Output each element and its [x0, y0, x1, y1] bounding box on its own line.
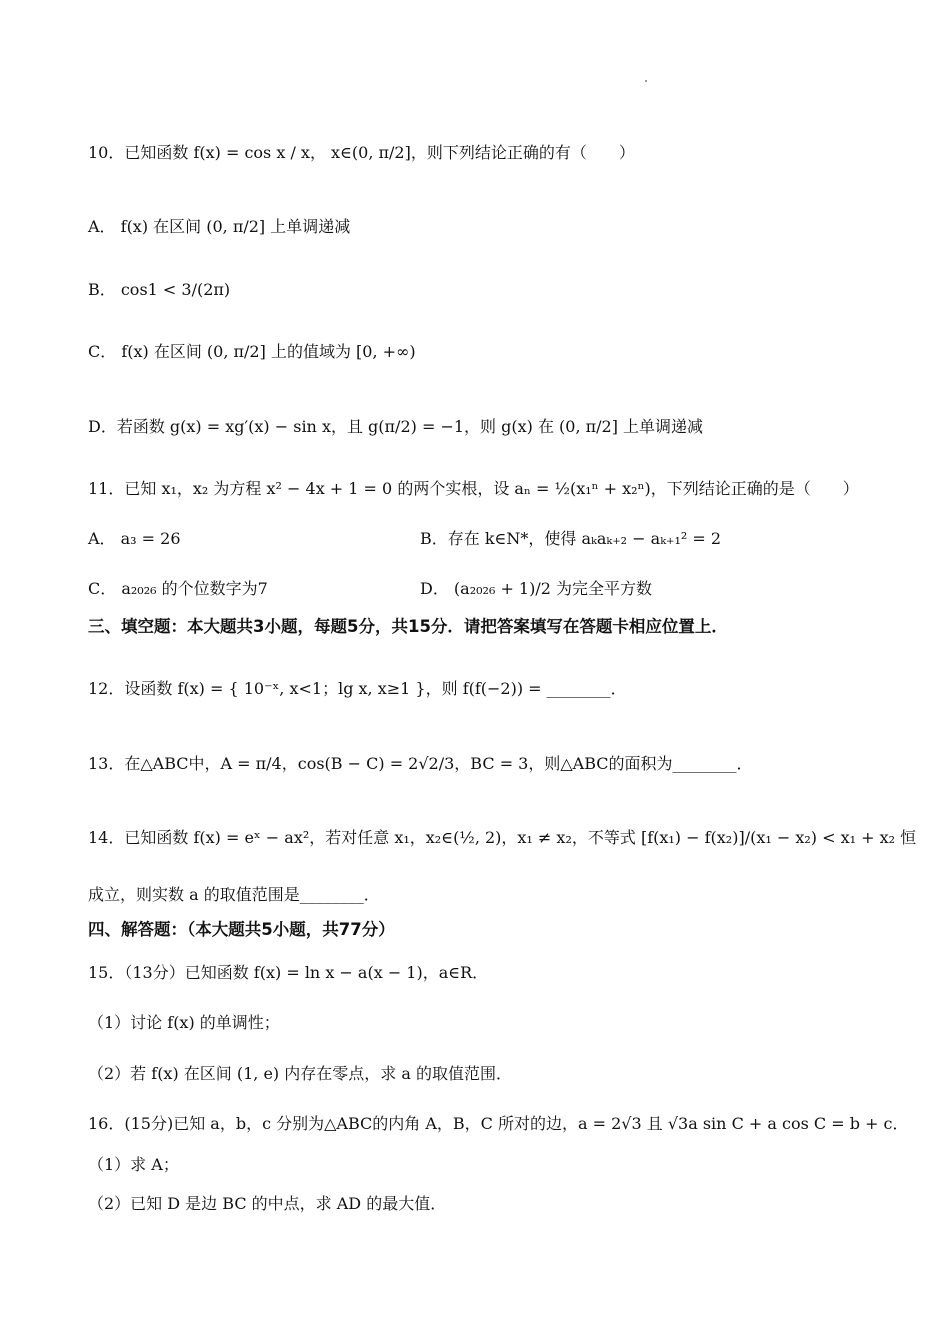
q10-option-c: C． f(x) 在区间 (0, π/2] 上的值域为 [0, +∞): [88, 342, 416, 361]
page-mark: [645, 80, 647, 82]
question-13: 13．在△ABC中，A = π/4，cos(B − C) = 2√2/3，BC = 3，则△ABC的面积为________．: [88, 754, 753, 773]
q10-option-d: D．若函数 g(x) = xg′(x) − sin x，且 g(π/2) = −1，则 g(x) 在 (0, π/2] 上单调递减: [88, 417, 704, 436]
q11-option-a: A． a₃ = 26: [88, 529, 181, 548]
question-15: 15．（13分）已知函数 f(x) = ln x − a(x − 1)，a∈R．: [88, 963, 489, 982]
q11-option-c: C． a₂₀₂₆ 的个位数字为7: [88, 579, 268, 598]
q16-part-1: （1）求 A；: [88, 1155, 179, 1174]
question-16: 16．(15分)已知 a，b，c 分别为△ABC的内角 A，B，C 所对的边，a = 2√3 且 √3a sin C + a cos C = b + c．: [88, 1114, 909, 1133]
question-10: 10．已知函数 f(x) = cos x / x， x∈(0, π/2]，则下列结论正确的有（ ）: [88, 143, 635, 162]
question-14-cont: 成立，则实数 a 的取值范围是________．: [88, 885, 380, 904]
q10-option-a: A． f(x) 在区间 (0, π/2] 上单调递减: [88, 217, 351, 236]
q10-option-b: B． cos1 < 3/(2π): [88, 280, 231, 299]
question-11: 11．已知 x₁，x₂ 为方程 x² − 4x + 1 = 0 的两个实根，设 aₙ = ½(x₁ⁿ + x₂ⁿ)，下列结论正确的是（ ）: [88, 479, 859, 498]
q15-part-1: （1）讨论 f(x) 的单调性；: [88, 1013, 280, 1032]
section-4-heading: 四、解答题：（本大题共5小题，共77分）: [88, 920, 395, 939]
q11-option-d: D． (a₂₀₂₆ + 1)/2 为完全平方数: [420, 579, 653, 598]
section-3-heading: 三、填空题：本大题共3小题，每题5分，共15分．请把答案填写在答题卡相应位置上．: [88, 617, 728, 636]
q15-part-2: （2）若 f(x) 在区间 (1, e) 内存在零点，求 a 的取值范围．: [88, 1064, 512, 1083]
q11-option-b: B．存在 k∈N*，使得 aₖaₖ₊₂ − aₖ₊₁² = 2: [420, 529, 722, 548]
q16-part-2: （2）已知 D 是边 BC 的中点，求 AD 的最大值．: [88, 1194, 447, 1213]
question-12: 12．设函数 f(x) = { 10⁻ˣ, x<1；lg x, x≥1 }，则 f(f(−2)) = ________．: [88, 679, 627, 698]
question-14: 14．已知函数 f(x) = eˣ − ax²，若对任意 x₁，x₂∈(½, 2)，x₁ ≠ x₂，不等式 [f(x₁) − f(x₂)]/(x₁ − x₂) < x₁ + x₂ 恒: [88, 828, 917, 847]
